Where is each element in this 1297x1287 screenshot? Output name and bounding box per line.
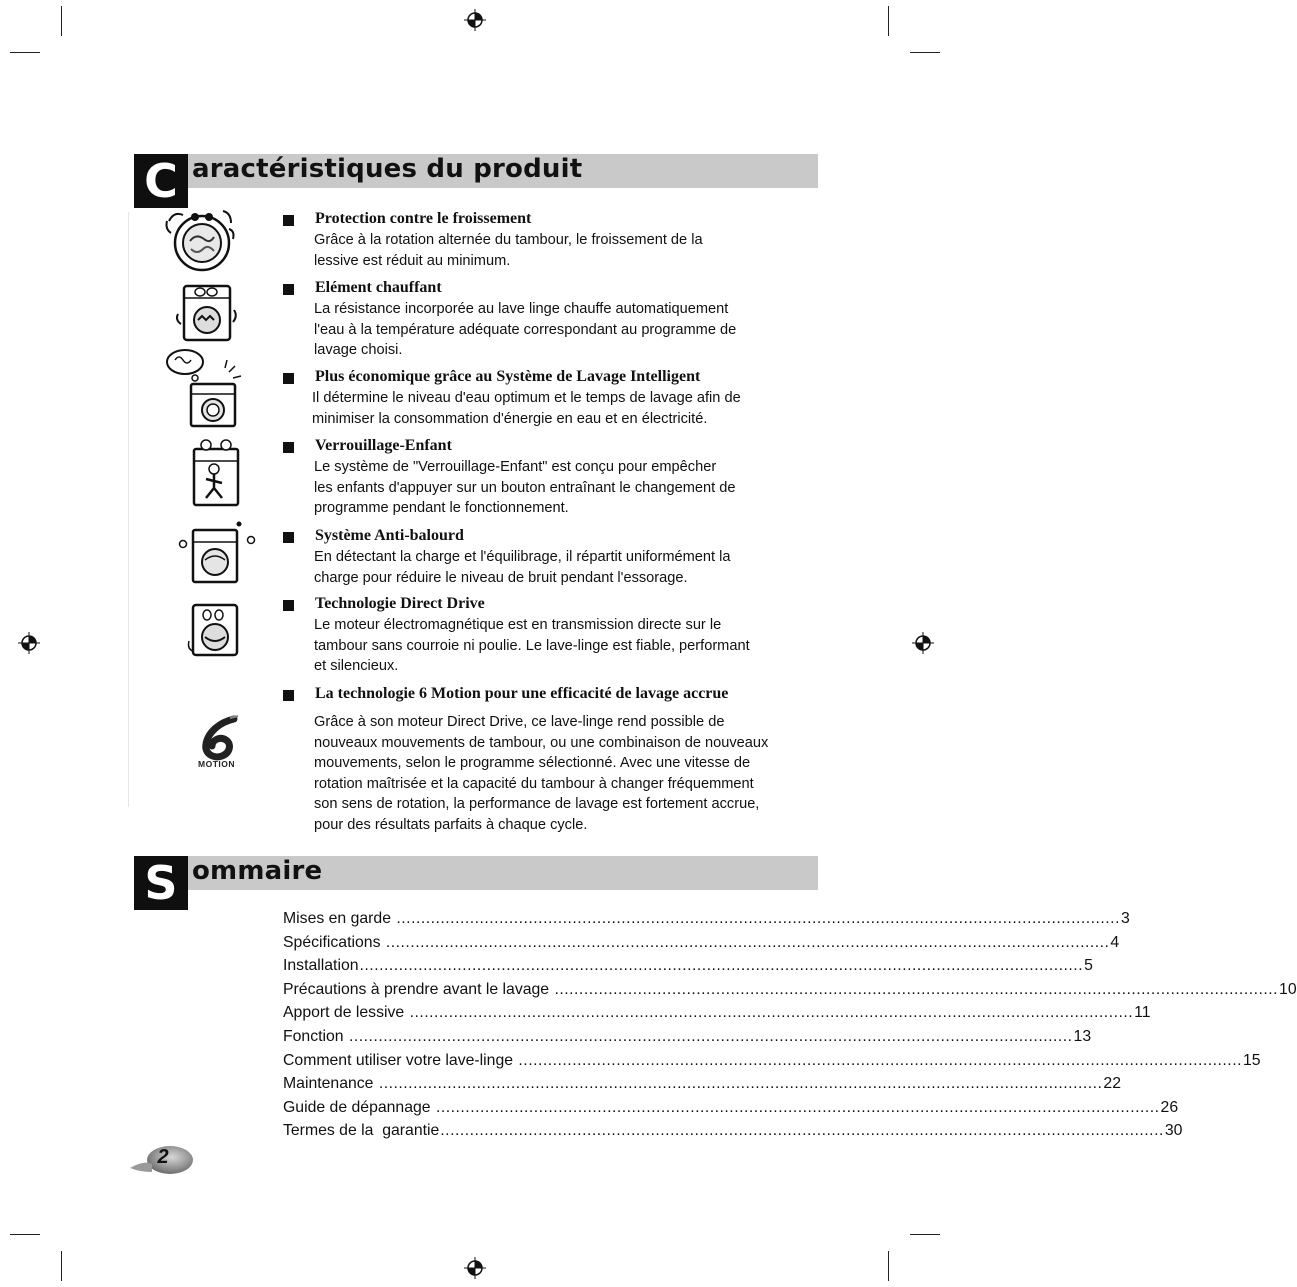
toc-leader-dots: .................................................................................................................................................... <box>435 1098 1160 1116</box>
bullet-square-icon <box>283 600 294 611</box>
toc-leader-dots: .................................................................................................................................................... <box>359 957 1084 975</box>
toc-entry[interactable] <box>283 910 1130 934</box>
balance-washer-icon <box>177 520 257 586</box>
smart-washer-icon <box>163 346 245 430</box>
registration-mark-icon <box>464 1257 486 1279</box>
feature-line: lavage choisi. <box>314 342 403 358</box>
feature-description <box>314 712 824 835</box>
feature-line: et silencieux. <box>314 658 399 674</box>
direct-drive-icon <box>187 601 243 659</box>
toc-entry[interactable] <box>283 980 1297 1005</box>
toc-entry[interactable] <box>283 1027 1092 1052</box>
feature-line: En détectant la charge et l'équilibrage, il répartit uniformément la <box>314 549 731 565</box>
bullet-square-icon <box>283 373 294 384</box>
feature-description <box>312 388 822 429</box>
toc-entry[interactable] <box>283 1098 1179 1123</box>
feature-line: rotation maîtrisée et la capacité du tambour à changer fréquemment <box>314 775 754 792</box>
feature-line: l'eau à la température adéquate correspondant au programme de <box>314 321 737 338</box>
crop-mark <box>910 1234 940 1235</box>
feature-line: mouvements, selon le programme sélectionné. Avec une vitesse de <box>314 755 751 771</box>
toc-leader-dots: .................................................................................................................................................... <box>378 1075 1103 1093</box>
registration-mark-icon <box>912 632 934 654</box>
toc-label: Fonction <box>283 1027 348 1045</box>
toc-page: 4 <box>1110 933 1120 951</box>
feature-line: Grâce à son moteur Direct Drive, ce lave-linge rend possible de <box>314 714 725 730</box>
bullet-square-icon <box>283 284 294 295</box>
section-initial-letter: C <box>134 154 188 208</box>
toc-label: Précautions à prendre avant le lavage <box>283 980 554 998</box>
toc-label: Comment utiliser votre lave-linge <box>283 1051 518 1069</box>
feature-line: La résistance incorporée au lave linge chauffe automatiquement <box>314 301 729 317</box>
bullet-square-icon <box>283 690 294 701</box>
toc-page: 3 <box>1120 910 1130 927</box>
heater-washer-icon <box>174 280 240 346</box>
feature-title: Système Anti-balourd <box>315 527 464 544</box>
toc-label: Spécifications <box>283 933 385 951</box>
anti-crease-drum-icon <box>163 203 237 277</box>
motion-logo-text: MOTION <box>198 759 235 769</box>
toc-leader-dots: .................................................................................................................................................... <box>440 1122 1164 1140</box>
toc-leader-dots: .................................................................................................................................................... <box>554 980 1279 998</box>
toc-page: 5 <box>1084 957 1093 975</box>
toc-page: 11 <box>1134 1004 1151 1022</box>
toc-page: 26 <box>1160 1098 1179 1116</box>
feature-line: son sens de rotation, la performance de lavage est fortement accrue, <box>314 796 760 812</box>
toc-leader-dots: .................................................................................................................................................... <box>518 1051 1242 1069</box>
toc-entry[interactable] <box>283 1075 1121 1099</box>
toc-entry[interactable] <box>283 1051 1261 1076</box>
bullet-square-icon <box>283 215 294 226</box>
feature-line: Grâce à la rotation alternée du tambour, le froissement de la <box>314 232 703 248</box>
divider-line <box>128 212 129 807</box>
feature-title: Technologie Direct Drive <box>315 595 485 612</box>
feature-description <box>314 230 824 271</box>
toc-label: Apport de lessive <box>283 1004 409 1022</box>
toc-leader-dots: .................................................................................................................................................... <box>385 933 1110 951</box>
section-title: ommaire <box>192 856 323 886</box>
crop-mark <box>10 52 40 53</box>
crop-mark <box>10 1234 40 1235</box>
feature-line: tambour sans courroie ni poulie. Le lave-linge est fiable, performant <box>314 637 750 654</box>
feature-title: Elément chauffant <box>315 279 442 296</box>
toc-entry[interactable] <box>283 1004 1151 1028</box>
registration-mark-icon <box>18 632 40 654</box>
toc-page: 22 <box>1103 1075 1121 1093</box>
toc-page: 15 <box>1242 1051 1261 1069</box>
toc-page: 30 <box>1164 1122 1183 1140</box>
bullet-square-icon <box>283 442 294 453</box>
child-lock-icon <box>188 437 244 509</box>
toc-label: Termes de la garantie <box>283 1122 440 1140</box>
feature-line: Le moteur électromagnétique est en transmission directe sur le <box>314 617 722 633</box>
crop-mark <box>888 6 889 36</box>
feature-line: minimiser la consommation d'énergie en eau et en électricité. <box>312 410 708 427</box>
table-of-contents <box>283 910 1297 1146</box>
feature-line: lessive est réduit au minimum. <box>314 252 511 269</box>
toc-label: Guide de dépannage <box>283 1098 435 1116</box>
feature-line: les enfants d'appuyer sur un bouton entraînant le changement de <box>314 479 736 496</box>
feature-line: programme pendant le fonctionnement. <box>314 500 569 516</box>
toc-label: Maintenance <box>283 1075 378 1093</box>
feature-description <box>314 299 824 361</box>
crop-mark <box>910 52 940 53</box>
toc-leader-dots: .................................................................................................................................................... <box>409 1004 1134 1022</box>
feature-line: pour des résultats parfaits à chaque cycle. <box>314 816 588 833</box>
feature-title: Plus économique grâce au Système de Lavage Intelligent <box>315 368 701 385</box>
toc-leader-dots: .................................................................................................................................................... <box>396 910 1120 927</box>
toc-entry[interactable] <box>283 1122 1183 1146</box>
toc-page: 13 <box>1073 1027 1092 1045</box>
page-number: 2 <box>157 1146 169 1168</box>
six-motion-logo-icon <box>200 716 240 760</box>
toc-entry[interactable] <box>283 957 1093 981</box>
feature-line: Il détermine le niveau d'eau optimum et le temps de lavage afin de <box>312 390 741 406</box>
feature-line: nouveaux mouvements de tambour, ou une combinaison de nouveaux <box>314 734 769 751</box>
feature-title: La technologie 6 Motion pour une efficacité de lavage accrue <box>315 685 729 702</box>
section-title: aractéristiques du produit <box>192 154 583 184</box>
crop-mark <box>61 1251 62 1281</box>
feature-title: Verrouillage-Enfant <box>315 437 452 454</box>
bullet-square-icon <box>283 532 294 543</box>
feature-description <box>314 615 824 677</box>
toc-page: 10 <box>1279 980 1297 998</box>
toc-label: Mises en garde <box>283 910 396 927</box>
feature-line: charge pour réduire le niveau de bruit pendant l'essorage. <box>314 569 688 586</box>
toc-entry[interactable] <box>283 933 1120 958</box>
registration-mark-icon <box>464 9 486 31</box>
toc-label: Installation <box>283 957 359 975</box>
feature-title: Protection contre le froissement <box>315 210 532 227</box>
section-initial-letter: S <box>134 856 188 910</box>
toc-leader-dots: .................................................................................................................................................... <box>348 1027 1073 1045</box>
feature-line: Le système de "Verrouillage-Enfant" est conçu pour empêcher <box>314 459 717 475</box>
feature-description <box>314 457 824 519</box>
crop-mark <box>61 6 62 36</box>
feature-description <box>314 547 824 588</box>
crop-mark <box>888 1251 889 1281</box>
